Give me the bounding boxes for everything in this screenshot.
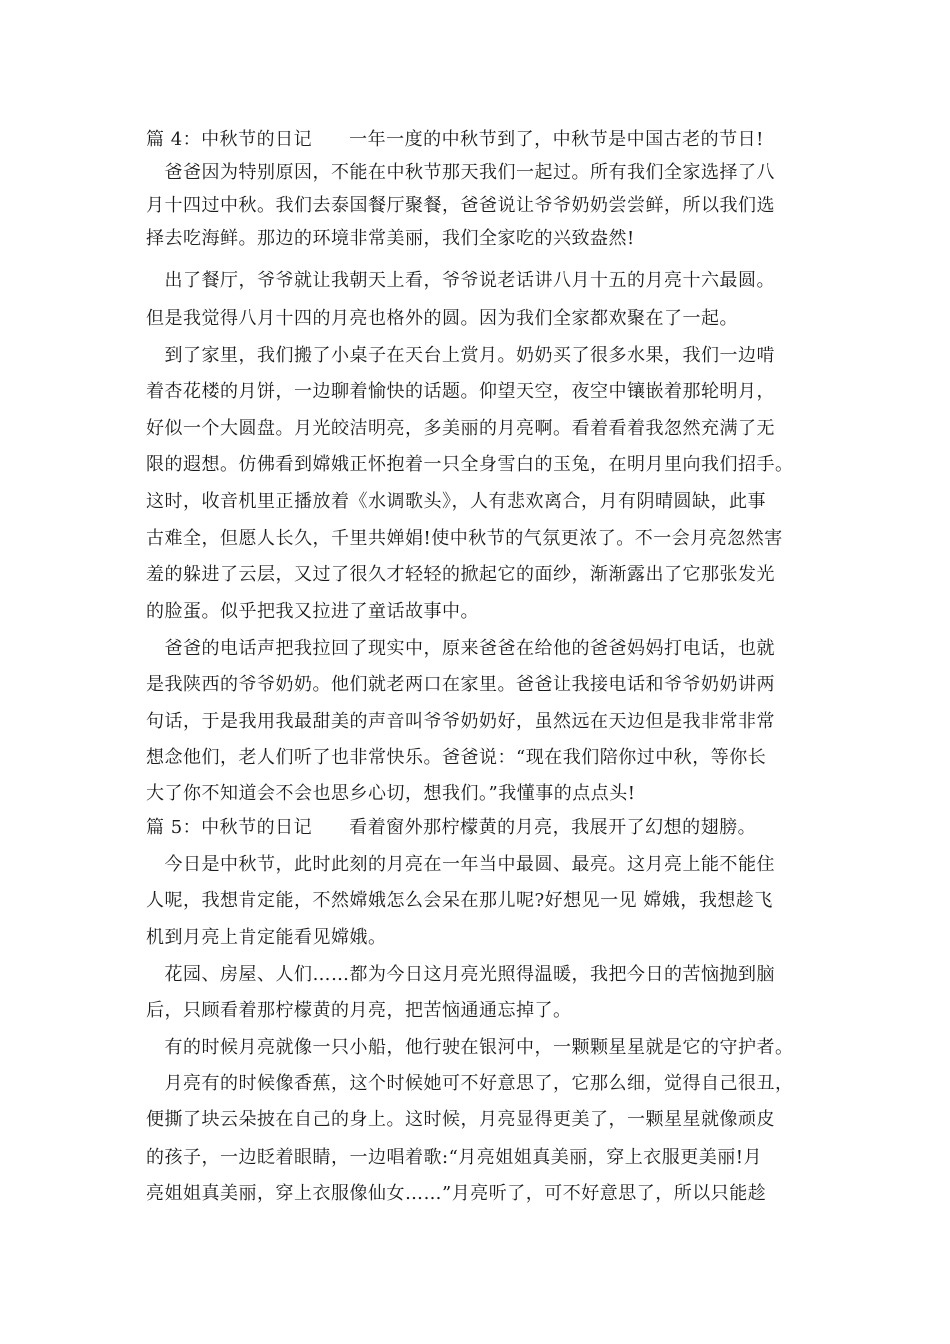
paragraph-line: 爸爸因为特别原因，不能在中秋节那天我们一起过。所有我们全家选择了八: [146, 162, 775, 183]
paragraph-line: 亮姐姐真美丽，穿上衣服像仙女……”月亮听了，可不好意思了，所以只能趁: [146, 1183, 767, 1204]
paragraph-line: 月亮有的时候像香蕉，这个时候她可不好意思了，它那么细，觉得自己很丑，: [146, 1073, 794, 1094]
paragraph-line: 今日是中秋节，此时此刻的月亮在一年当中最圆、最亮。这月亮上能不能住: [146, 854, 775, 875]
paragraph-line: 月十四过中秋。我们去泰国餐厅聚餐，爸爸说让爷爷奶奶尝尝鲜，所以我们选: [146, 195, 775, 216]
paragraph-line: 的孩子，一边眨着眼睛，一边唱着歌:“月亮姐姐真美丽，穿上衣服更美丽!月: [146, 1147, 762, 1168]
paragraph-line: 是我陕西的爷爷奶奶。他们就老两口在家里。爸爸让我接电话和爷爷奶奶讲两: [146, 674, 775, 695]
paragraph-line: 机到月亮上肯定能看见嫦娥。: [146, 927, 387, 948]
paragraph-line: 限的遐想。仿佛看到嫦娥正怀抱着一只全身雪白的玉兔，在明月里向我们招手。: [146, 454, 794, 475]
heading-article-5: 篇 5：中秋节的日记 看着窗外那柠檬黄的月亮，我展开了幻想的翅膀。: [146, 817, 757, 838]
paragraph-line: 但是我觉得八月十四的月亮也格外的圆。因为我们全家都欢聚在了一起。: [146, 308, 738, 329]
paragraph-line: 大了你不知道会不会也思乡心切，想我们。”我懂事的点点头!: [146, 783, 636, 804]
paragraph-line: 爸爸的电话声把我拉回了现实中，原来爸爸在给他的爸爸妈妈打电话，也就: [146, 638, 775, 659]
paragraph-line: 着杏花楼的月饼，一边聊着愉快的话题。仰望天空，夜空中镶嵌着那轮明月，: [146, 381, 775, 402]
paragraph-line: 句话，于是我用我最甜美的声音叫爷爷奶奶好，虽然远在天边但是我非常非常: [146, 711, 775, 732]
paragraph-line: 的脸蛋。似乎把我又拉进了童话故事中。: [146, 601, 479, 622]
paragraph-line: 择去吃海鲜。那边的环境非常美丽，我们全家吃的兴致盎然!: [146, 228, 635, 249]
paragraph-line: 想念他们，老人们听了也非常快乐。爸爸说：“现在我们陪你过中秋，等你长: [146, 747, 767, 768]
paragraph-line: 出了餐厅，爷爷就让我朝天上看，爷爷说老话讲八月十五的月亮十六最圆。: [146, 270, 775, 291]
paragraph-line: 花园、房屋、人们……都为今日这月亮光照得温暖，我把今日的苦恼抛到脑: [146, 964, 775, 985]
heading-article-4: 篇 4：中秋节的日记 一年一度的中秋节到了，中秋节是中国古老的节日!: [146, 129, 764, 150]
paragraph-line: 后，只顾看着那柠檬黄的月亮，把苦恼通通忘掉了。: [146, 1000, 572, 1021]
paragraph-line: 有的时候月亮就像一只小船，他行驶在银河中，一颗颗星星就是它的守护者。: [146, 1037, 794, 1058]
paragraph-line: 古难全，但愿人长久，千里共婵娟!使中秋节的气氛更浓了。不一会月亮忽然害: [146, 528, 783, 549]
paragraph-line: 便撕了块云朵披在自己的身上。这时候，月亮显得更美了，一颗星星就像顽皮: [146, 1109, 775, 1130]
paragraph-line: 羞的躲进了云层，又过了很久才轻轻的掀起它的面纱，渐渐露出了它那张发光: [146, 564, 775, 585]
paragraph-line: 这时，收音机里正播放着《水调歌头》，人有悲欢离合，月有阴晴圆缺，此事: [146, 491, 766, 512]
paragraph-line: 好似一个大圆盘。月光皎洁明亮，多美丽的月亮啊。看着看着我忽然充满了无: [146, 418, 775, 439]
paragraph-line: 到了家里，我们搬了小桌子在天台上赏月。奶奶买了很多水果，我们一边啃: [146, 345, 775, 366]
paragraph-line: 人呢，我想肯定能，不然嫦娥怎么会呆在那儿呢?好想见一见 嫦娥，我想趁飞: [146, 890, 773, 911]
